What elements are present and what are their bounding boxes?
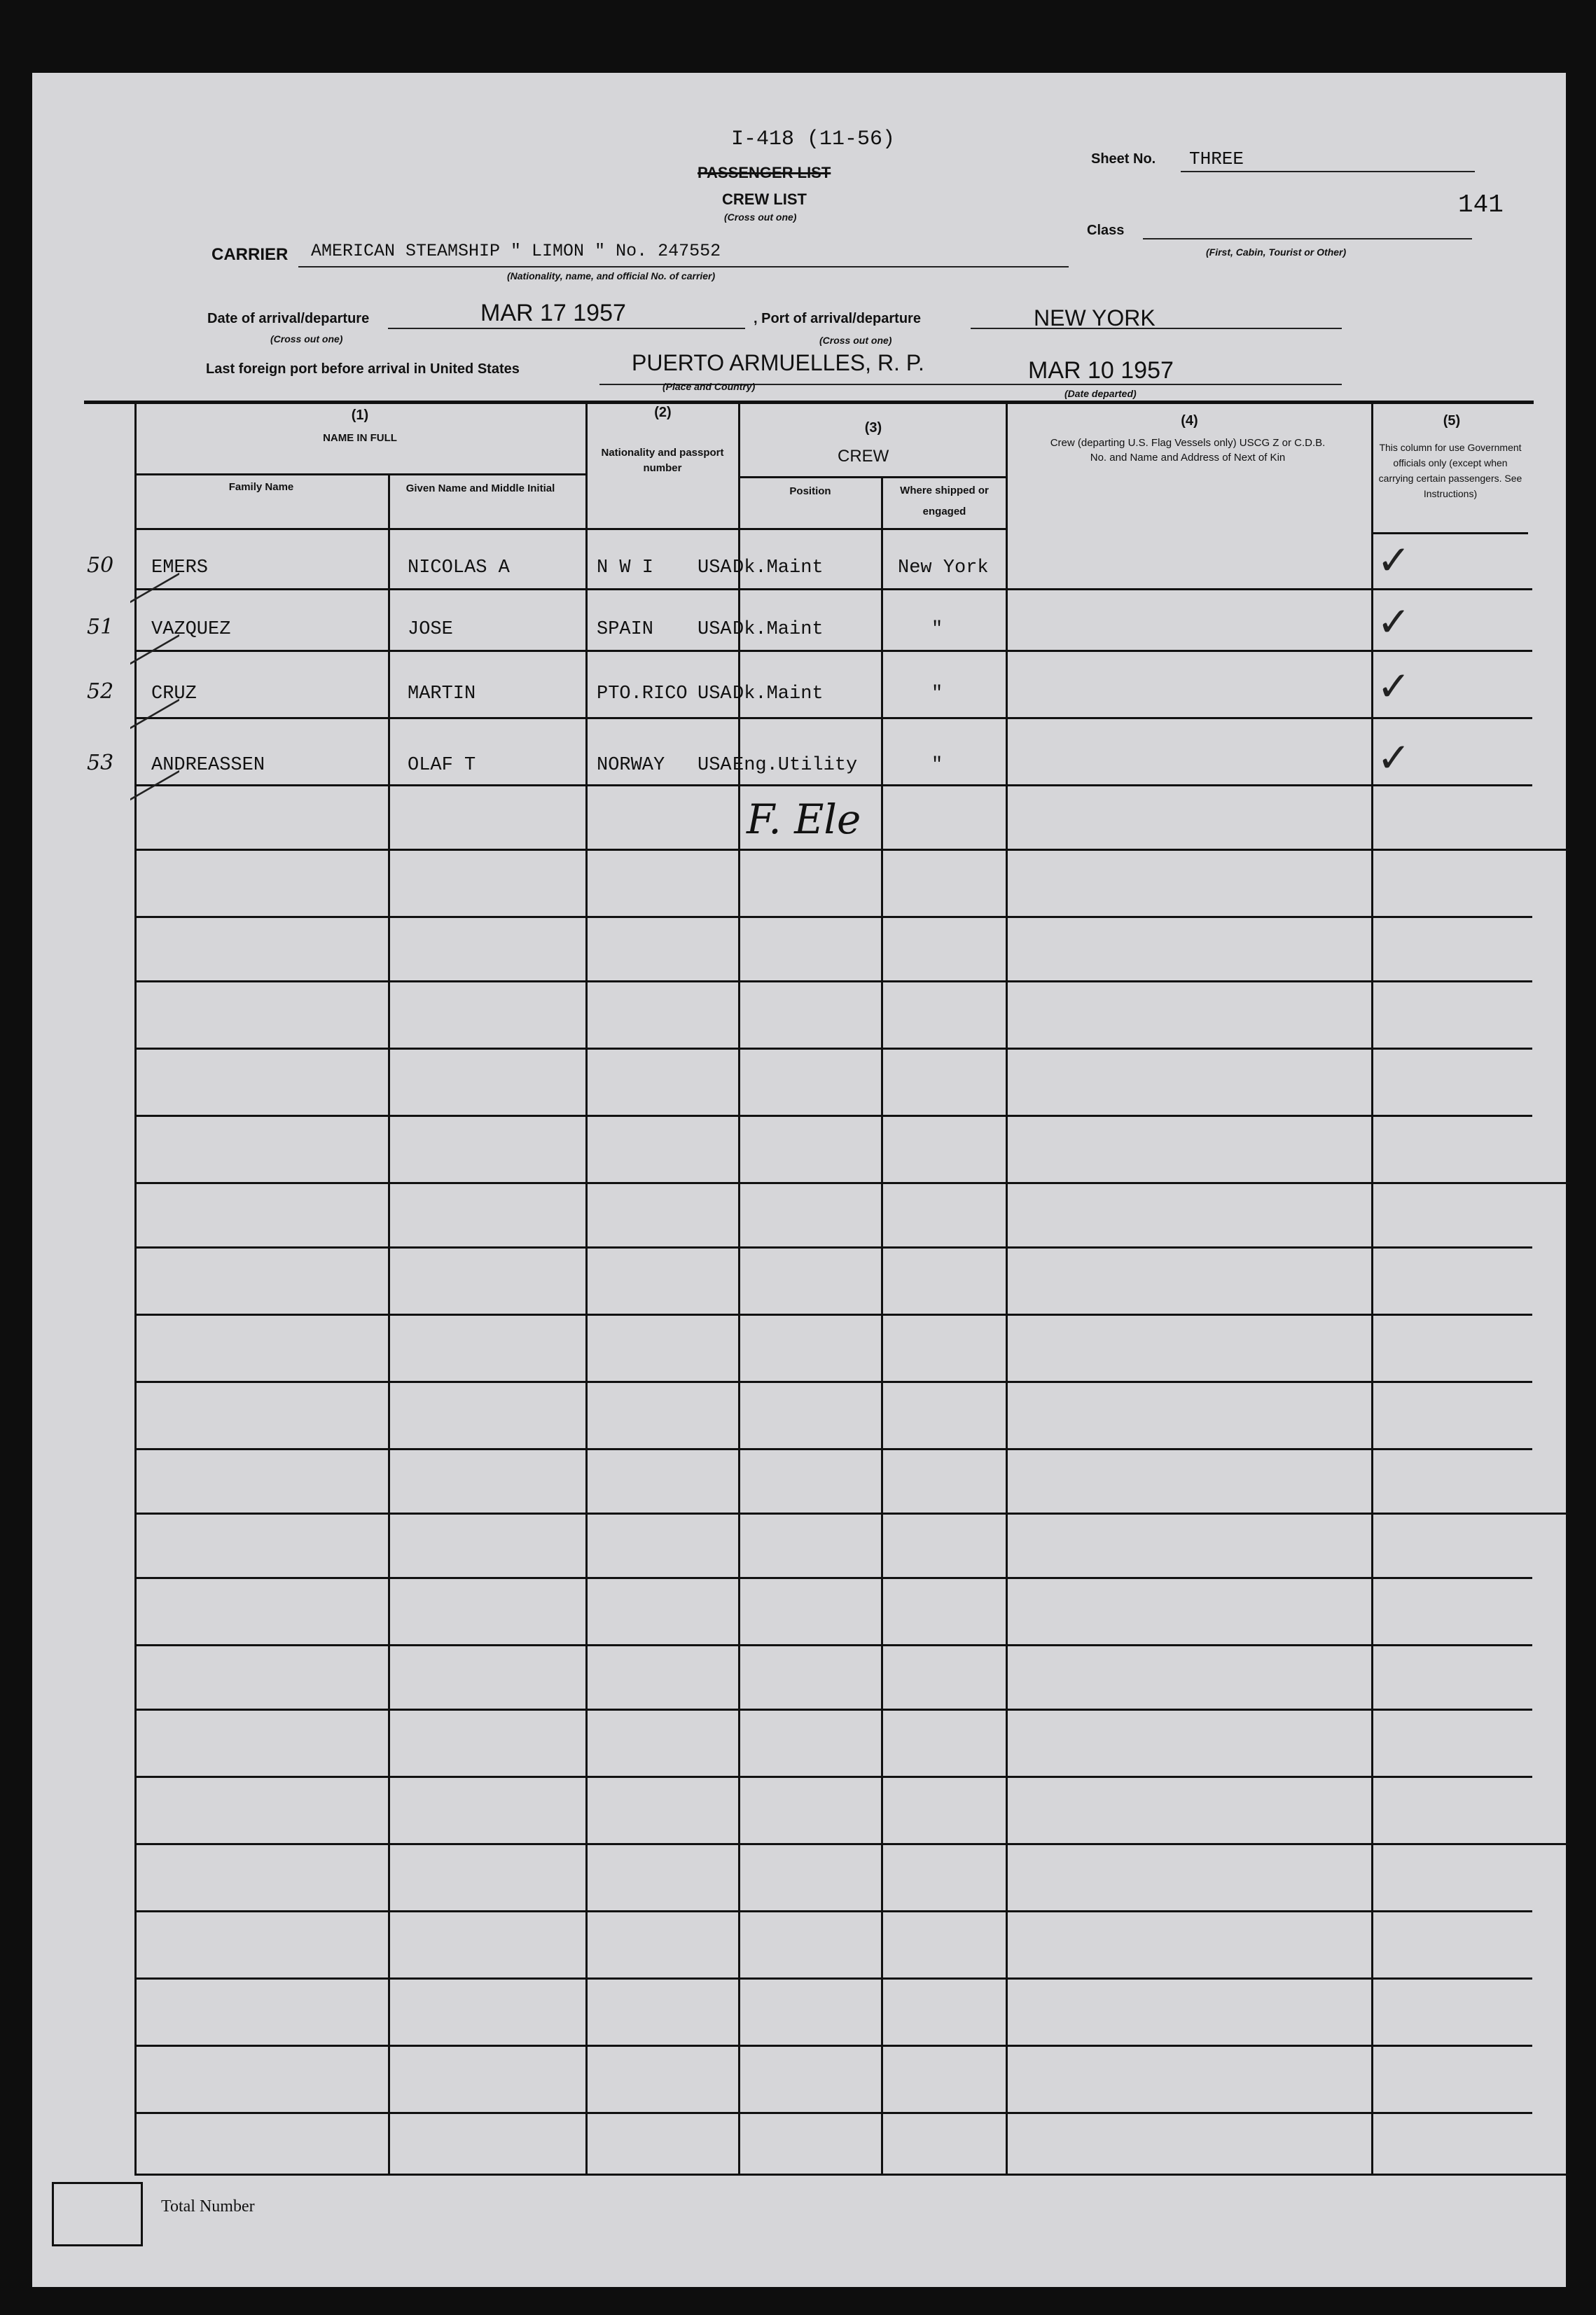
nationality: SPAIN (597, 619, 654, 640)
given-name: NICOLAS A (408, 557, 510, 578)
position: Dk.Maint (733, 557, 824, 578)
check-mark-icon: ✓ (1377, 734, 1411, 781)
row-rule (134, 1776, 1532, 1778)
given-name: OLAF T (408, 755, 476, 776)
row-rule (134, 1115, 1532, 1117)
class-hint: (First, Cabin, Tourist or Other) (1206, 246, 1347, 258)
position: Dk.Maint (733, 619, 824, 640)
given-name: JOSE (408, 619, 453, 640)
row-rule (134, 1048, 1532, 1050)
crew-list-form (32, 73, 1566, 2287)
col4-title: Crew (departing U.S. Flag Vessels only) USCG Z or C.D.B. No. and Name and Address of Next of Kin (1050, 437, 1326, 464)
nationality: NORWAY (597, 755, 665, 776)
passport: USA (698, 619, 732, 640)
row-rule (134, 1843, 1570, 1845)
family-name: CRUZ (151, 683, 197, 704)
row-rule (134, 1182, 1570, 1184)
row-rule (134, 717, 1532, 719)
row-rule (134, 650, 1532, 652)
passport: USA (698, 557, 732, 578)
passport: USA (698, 683, 732, 704)
row-rule (134, 1577, 1532, 1579)
family-name: VAZQUEZ (151, 619, 231, 640)
row-rule (134, 588, 1532, 590)
where-shipped: " (931, 755, 943, 776)
nationality: PTO.RICO (597, 683, 688, 704)
row-rule (134, 1246, 1532, 1249)
passport: USA (698, 755, 732, 776)
row-rule (134, 849, 1570, 851)
row-number: 52 (87, 679, 114, 704)
row-rule (134, 1644, 1532, 1646)
row-rule (134, 784, 1532, 786)
arrival-date: MAR 17 1957 (480, 300, 626, 326)
row-rule (134, 2174, 1570, 2176)
row-rule (134, 1381, 1532, 1383)
page-number: 141 (1458, 190, 1504, 219)
row-number: 53 (87, 751, 114, 775)
col3a-title: Position (789, 485, 831, 497)
class-label: Class (1087, 223, 1125, 238)
port-value: NEW YORK (1034, 305, 1156, 331)
col3b-title: Where shipped or engaged (900, 485, 989, 517)
given-name: MARTIN (408, 683, 476, 704)
nationality: N W I (597, 557, 654, 578)
col1a-title: Family Name (228, 481, 294, 493)
carrier-hint: (Nationality, name, and official No. of carrier) (507, 270, 716, 281)
row-number: 50 (87, 553, 114, 578)
check-mark-icon (130, 595, 179, 665)
check-mark-icon: ✓ (1377, 662, 1411, 710)
foreign-port-value: PUERTO ARMUELLES, R. P. (632, 350, 924, 375)
row-rule (134, 2112, 1532, 2114)
foreign-port-hint: (Place and Country) (662, 381, 756, 392)
crew-list-label: CREW LIST (722, 190, 807, 208)
arrival-hint: (Cross out one) (270, 333, 343, 345)
port-hint: (Cross out one) (819, 335, 892, 346)
cross-out-hint: (Cross out one) (724, 211, 797, 223)
carrier-value: AMERICAN STEAMSHIP " LIMON " No. 247552 (311, 241, 721, 261)
row-rule (134, 1448, 1532, 1450)
col4-number: (4) (1181, 413, 1198, 429)
arrival-label: Date of arrival/departure (207, 311, 370, 326)
col3-title: CREW (838, 447, 889, 466)
row-rule (134, 1314, 1532, 1316)
where-shipped: " (931, 683, 943, 704)
foreign-port-label: Last foreign port before arrival in United States (206, 361, 520, 377)
family-name: EMERS (151, 557, 209, 578)
check-mark-icon: ✓ (1377, 536, 1411, 584)
departed-date: MAR 10 1957 (1028, 357, 1174, 384)
check-mark-icon (130, 731, 179, 800)
form-number: I-418 (11-56) (731, 127, 896, 151)
col1-title: NAME IN FULL (323, 432, 397, 444)
sheet-value: THREE (1189, 148, 1244, 169)
row-rule (134, 2045, 1532, 2047)
col2-title: Nationality and passport number (601, 447, 724, 474)
col3-number: (3) (864, 420, 882, 436)
col2-number: (2) (654, 405, 672, 420)
col5-number: (5) (1443, 413, 1461, 429)
row-rule (134, 1709, 1532, 1711)
position: Eng.Utility (733, 755, 858, 776)
total-number-label: Total Number (161, 2197, 255, 2216)
row-rule (134, 1910, 1532, 1912)
col1b-title: Given Name and Middle Initial (405, 482, 555, 494)
departed-hint: (Date departed) (1064, 388, 1137, 399)
total-number-box (52, 2182, 143, 2246)
check-mark-icon: ✓ (1377, 598, 1411, 646)
row-rule (134, 1513, 1570, 1515)
col1-number: (1) (351, 408, 369, 423)
row-number: 51 (87, 615, 114, 639)
row-rule (134, 980, 1532, 982)
signature: F. Ele (747, 795, 861, 843)
where-shipped: New York (898, 557, 989, 578)
row-rule (134, 1977, 1532, 1980)
sheet-label: Sheet No. (1091, 151, 1156, 167)
port-label: , Port of arrival/departure (754, 311, 921, 326)
passenger-list-label: PASSENGER LIST (698, 164, 831, 181)
row-rule (134, 916, 1532, 918)
carrier-label: CARRIER (211, 245, 289, 264)
where-shipped: " (931, 619, 943, 640)
check-mark-icon (130, 534, 179, 603)
family-name: ANDREASSEN (151, 755, 265, 776)
position: Dk.Maint (733, 683, 824, 704)
col5-title: This column for use Government officials only (except when carrying certain passengers. See Instructions) (1378, 442, 1522, 499)
